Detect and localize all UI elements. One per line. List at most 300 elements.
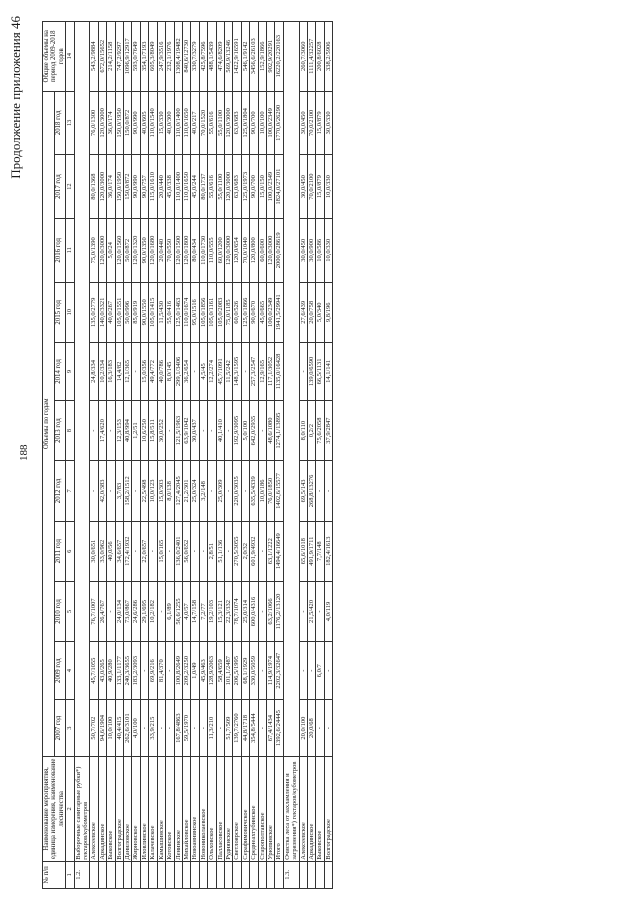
section-row	[283, 22, 299, 889]
volume-cell: 120,0/1800	[182, 218, 190, 282]
volume-cell: 110,0/1400	[174, 155, 182, 219]
volume-cell: 21,2/301	[182, 461, 190, 521]
volume-cell: 1308,4/19482	[174, 22, 182, 92]
volume-cell: 158,2/1512	[124, 461, 132, 521]
volume-cell: 3,7/83	[115, 461, 123, 521]
volume-cell: 10,2/334	[98, 342, 106, 400]
volume-cell: 120,0/1500	[174, 218, 182, 282]
column-index: 7	[66, 461, 74, 521]
total-cell: 2000,0/28619	[275, 218, 283, 282]
volume-cell: 840,6/12730	[182, 22, 190, 92]
forestry-name: Аркадинское	[308, 757, 316, 862]
volume-cell: 4,5/45	[199, 342, 207, 400]
volume-cell: 220,0/3035	[233, 461, 241, 521]
volume-cell: 24,6/286	[132, 581, 140, 641]
volume-cell: -	[166, 642, 174, 700]
volume-cell: 354,1/7193	[140, 22, 148, 92]
section-number: 1.2.	[74, 861, 90, 888]
column-index: 8	[66, 400, 74, 460]
volume-cell: 100,0/2349	[266, 282, 274, 342]
volume-cell: 90,0/1550	[140, 282, 148, 342]
volume-cell: 150,0/872	[124, 91, 132, 155]
volume-cell: -	[258, 400, 266, 460]
volume-cell: -	[166, 521, 174, 581]
volume-cell: 22,3/332	[224, 581, 232, 641]
forestry-name: Быковское	[316, 757, 324, 862]
volume-cell: 50,0/872	[124, 218, 132, 282]
volume-cell: 70,0/550	[166, 218, 174, 282]
volume-cell: 90,0/990	[132, 155, 140, 219]
volume-cell: 70,0/2100	[308, 91, 316, 155]
table-row	[324, 22, 332, 889]
volume-cell: 30,0/437	[191, 400, 199, 460]
row-number-cell	[241, 861, 249, 888]
volume-cell: 19,2/103	[208, 581, 216, 641]
volume-cell: 51,1/136	[216, 521, 224, 581]
total-cell: 16220,2/220163	[275, 22, 283, 92]
volume-cell: -	[258, 700, 266, 757]
volume-cell: -	[90, 400, 98, 460]
volume-cell: 30,0/651	[90, 521, 98, 581]
forestry-name: Алексеевское	[90, 757, 98, 862]
section-title: Очистка леса от захламления и загрязнения*) гектаров/кубометров	[283, 757, 299, 862]
volume-cell: -	[324, 642, 332, 700]
volume-cell: 474,6/8209	[216, 22, 224, 92]
volume-cell: 69,9/216	[149, 642, 157, 700]
volume-cell: 80,0/1368	[90, 155, 98, 219]
volume-cell: -	[140, 642, 148, 700]
volume-cell: 240,3/3655	[124, 642, 132, 700]
volume-cell: 232,1/1976	[166, 22, 174, 92]
table-row	[107, 22, 115, 889]
year-header: 2015 год	[54, 282, 66, 342]
volume-cell: 30,0/252	[157, 400, 165, 460]
row-number-cell	[191, 861, 199, 888]
volume-cell: -	[107, 581, 115, 641]
volume-cell: 76,0/1850	[266, 461, 274, 521]
volume-cell: 12,3/153	[115, 400, 123, 460]
volume-cell: 120,0/3000	[98, 218, 106, 282]
volume-cell: 15,0/879	[316, 91, 324, 155]
total-cell: 2202,3/32647	[275, 642, 283, 700]
volume-cell: 120,0/3000	[98, 91, 106, 155]
volume-cell: -	[241, 342, 249, 400]
volume-cell: 58,4/659	[216, 642, 224, 700]
volume-cell: 22,5/498	[140, 461, 148, 521]
column-index: 9	[66, 342, 74, 400]
header-row-1	[43, 22, 55, 889]
volume-cell: 81,4/370	[157, 642, 165, 700]
volume-cell: 6,1/89	[166, 581, 174, 641]
table-row	[199, 22, 207, 889]
volume-cell: 672,0/15652	[98, 22, 106, 92]
volume-cell: 15,0/150	[258, 155, 266, 219]
volume-cell: 40,0/217	[191, 91, 199, 155]
volume-cell: 70,0/1040	[241, 218, 249, 282]
volume-cell: 30,0/900	[308, 218, 316, 282]
volume-cell: 7,7/148	[316, 521, 324, 581]
volume-cell: 55,0/616	[208, 155, 216, 219]
forestry-name: Волгоградское	[324, 757, 332, 862]
volume-cell: 30,0/450	[299, 218, 307, 282]
table-row	[90, 22, 98, 889]
volume-cell: 40,9/280	[107, 642, 115, 700]
volume-cell: 747,2/9297	[115, 22, 123, 92]
forestry-name: Новониколаевское	[199, 757, 207, 862]
column-index: 14	[66, 22, 74, 92]
volume-cell: 11,5/430	[157, 282, 165, 342]
volume-cell: -	[166, 700, 174, 757]
table-body	[74, 22, 333, 889]
volume-cell: 5,0/100	[241, 400, 249, 460]
volume-cell: 75,6/2058	[316, 400, 324, 460]
volume-cell: 125,0/1463	[174, 282, 182, 342]
total-cell: 1494,4/16649	[275, 521, 283, 581]
table-row	[241, 22, 249, 889]
table-row	[124, 22, 132, 889]
table-row	[216, 22, 224, 889]
forestry-name: Ольховское	[208, 757, 216, 862]
volume-cell: 76,0/1300	[90, 91, 98, 155]
volume-cell: -	[149, 521, 157, 581]
volume-cell: 25,0/314	[241, 581, 249, 641]
row-number-cell	[224, 861, 232, 888]
volume-cell: 42,0/383	[98, 461, 106, 521]
volume-cell: 110,0/1730	[199, 218, 207, 282]
volume-cell: 569,9/13246	[224, 22, 232, 92]
volume-cell: 125,0/1973	[241, 155, 249, 219]
volume-cell: 110,0/1650	[182, 155, 190, 219]
volume-cell: 110,0/1674	[182, 282, 190, 342]
volume-cell: 95,0/1516	[191, 282, 199, 342]
volume-cell: 192,9/3095	[233, 400, 241, 460]
volume-cell: 120,0/3000	[266, 218, 274, 282]
volume-cell: 40,0/300	[166, 91, 174, 155]
volume-cell: 1,2/51	[132, 400, 140, 460]
volume-cell: 100,0/2349	[266, 155, 274, 219]
row-number-cell	[132, 861, 140, 888]
volume-cell: 56,0/652	[182, 521, 190, 581]
volume-cell: 10,0/186	[258, 461, 266, 521]
volume-cell: -	[191, 521, 199, 581]
volume-cell: -	[224, 461, 232, 521]
volume-cell: 546,1/9142	[241, 22, 249, 92]
volume-cell: 206,5/1995	[233, 642, 241, 700]
volume-cell: 75,0/1185	[224, 282, 232, 342]
col-no-header: № п/п	[43, 861, 66, 888]
volume-cell: 135,0/2779	[90, 282, 98, 342]
appendix-title: Продолжение приложения 46	[8, 16, 23, 179]
section-title: Выборочные санитарные рубки*) гектаров/кубометров	[74, 757, 90, 862]
row-number-cell	[140, 861, 148, 888]
volume-cell: 2,0/32	[241, 521, 249, 581]
volume-cell: 4,0/57	[182, 581, 190, 641]
year-header: 2016 год	[54, 218, 66, 282]
row-number-cell	[316, 861, 324, 888]
volume-cell: -	[258, 521, 266, 581]
volume-cell: 100,8/2649	[174, 642, 182, 700]
table-row	[115, 22, 123, 889]
volume-cell: 45,0/338	[166, 155, 174, 219]
volume-cell: 63,0/683	[233, 91, 241, 155]
volume-cell: 69,5/143	[299, 461, 307, 521]
volume-cell: -	[199, 521, 207, 581]
total-cell: 1402,6/15577	[275, 461, 283, 521]
volume-cell: 114,9/1974	[266, 642, 274, 700]
volume-cell: 25,0/309	[216, 461, 224, 521]
volume-cell: 214,2/1158	[107, 22, 115, 92]
section-row	[74, 22, 90, 889]
volume-cell: 60,0/1200	[216, 218, 224, 282]
row-number-cell	[107, 861, 115, 888]
volume-cell: 56,6/1255	[174, 581, 182, 641]
volume-cell: 14,4/82	[115, 342, 123, 400]
volume-cell: 260,7/3060	[299, 22, 307, 92]
year-header: 2007 год	[54, 700, 66, 757]
volume-cell: -	[241, 461, 249, 521]
volume-cell: 600,0/4316	[250, 581, 258, 641]
volume-cell: -	[157, 581, 165, 641]
row-number-cell	[324, 861, 332, 888]
volume-cell: 26,4/767	[98, 581, 106, 641]
column-index: 5	[66, 581, 74, 641]
volume-cell: -	[208, 400, 216, 460]
volume-cell: 4,0/100	[132, 700, 140, 757]
row-number-cell	[216, 861, 224, 888]
forestry-name: Котовское	[166, 757, 174, 862]
volume-cell: 51,7/509	[224, 700, 232, 757]
volume-cell: 7,2/77	[199, 581, 207, 641]
volume-cell: 593,0/7649	[132, 22, 140, 92]
volume-cell: 44,8/1718	[241, 700, 249, 757]
column-index: 2	[66, 757, 74, 862]
volume-cell: -	[107, 400, 115, 460]
volume-cell: 182,4/1613	[324, 521, 332, 581]
table-row	[258, 22, 266, 889]
table-row	[299, 22, 307, 889]
volume-cell: 63,9/1042	[182, 400, 190, 460]
volume-cell: 48,6/1080	[266, 400, 274, 460]
volume-cell: 63,0/683	[233, 155, 241, 219]
volume-cell: 70,0/2100	[308, 155, 316, 219]
forestry-name: Урюпинское	[266, 757, 274, 862]
total-cell: 1176,2/13120	[275, 581, 283, 641]
row-number-cell	[199, 861, 207, 888]
volume-cell: 45,9/463	[199, 642, 207, 700]
volume-cell: 20,0/100	[299, 700, 307, 757]
volume-cell: 6,0/7	[316, 642, 324, 700]
volume-cell: 59,5/1970	[182, 700, 190, 757]
volume-cell: 15,0/165	[157, 521, 165, 581]
volume-cell: 45,0/665	[258, 282, 266, 342]
total-cell: 1135,0/16428	[275, 342, 283, 400]
volume-cell: 635,5/4339	[250, 461, 258, 521]
volume-cell: 70,0/1520	[199, 91, 207, 155]
row-number-cell	[275, 861, 283, 888]
table-row	[250, 22, 258, 889]
volume-cell: 110,0/1540	[149, 91, 157, 155]
total-cell: 1941,5/29941	[275, 282, 283, 342]
volume-cell: 120,0/1320	[132, 218, 140, 282]
forestry-name: Быковское	[107, 757, 115, 862]
volume-cell: 90,0/670	[250, 282, 258, 342]
year-header: 2009 год	[54, 642, 66, 700]
year-header: 2012 год	[54, 461, 66, 521]
volume-cell: 45,0/244	[191, 155, 199, 219]
row-number-cell	[157, 861, 165, 888]
volume-cell: 15,0/356	[140, 342, 148, 400]
total-label: Итого	[275, 757, 283, 862]
volume-cell: 150,0/1950	[115, 155, 123, 219]
volume-cell: 209,2/3250	[182, 642, 190, 700]
volume-cell: 120,0/654	[233, 218, 241, 282]
volume-cell: 117,1/3052	[266, 342, 274, 400]
volume-cell: 488,1/5439	[208, 22, 216, 92]
row-number-cell	[308, 861, 316, 888]
forestry-name: Калачевское	[149, 757, 157, 862]
table-row	[224, 22, 232, 889]
forestry-name: Ленинское	[174, 757, 182, 862]
volume-cell: 150,0/1950	[115, 91, 123, 155]
volume-cell: 139,7/2760	[233, 700, 241, 757]
volume-cell: -	[299, 642, 307, 700]
volume-cell: -	[316, 581, 324, 641]
table-row	[149, 22, 157, 889]
volume-cell: 120,0/3000	[224, 218, 232, 282]
volume-cell: 425,8/7596	[199, 22, 207, 92]
volume-cell: 152,9/1866	[258, 22, 266, 92]
table-header	[43, 22, 75, 889]
volume-cell: 33,9/215	[149, 700, 157, 757]
volume-cell: -	[166, 400, 174, 460]
volume-cell: -	[132, 342, 140, 400]
total-cell: 1824,0/27101	[275, 155, 283, 219]
row-number-cell	[166, 861, 174, 888]
volume-cell: 78,7/1074	[233, 581, 241, 641]
volume-cell: 90,0/700	[250, 91, 258, 155]
row-number-cell	[233, 861, 241, 888]
column-index-row	[66, 22, 74, 889]
volume-cell: 90,0/700	[250, 155, 258, 219]
volume-cell: 8,0/110	[299, 400, 307, 460]
volume-cell: 120,0/3000	[98, 155, 106, 219]
years-group-header: Объемы по годам	[43, 91, 55, 757]
volume-cell: 8,0/138	[166, 461, 174, 521]
volume-cell: 55,0/616	[208, 91, 216, 155]
volume-cell: 34,6/657	[115, 521, 123, 581]
volume-cell: 125,0/1866	[241, 282, 249, 342]
volume-cell: 45,7/1091	[216, 342, 224, 400]
volume-cell: 76,7/1007	[90, 581, 98, 641]
volume-cell: 60,0/600	[258, 218, 266, 282]
table-row	[174, 22, 182, 889]
volume-cell: 11,5/242	[224, 342, 232, 400]
volume-cell: 105,0/1551	[115, 282, 123, 342]
volume-cell: -	[90, 461, 98, 521]
col-name-header: Наименование мероприятия, единица измерения, наименование лесничества	[43, 757, 66, 862]
volume-cell: 16,3/183	[107, 342, 115, 400]
volume-cell: 45,7/1055	[90, 642, 98, 700]
forestry-name: Палласовское	[216, 757, 224, 862]
volume-cell: 40,1/410	[216, 400, 224, 460]
volume-cell: 15,8/511	[149, 400, 157, 460]
volume-cell: 120,0/800	[250, 218, 258, 282]
volume-cell: 12,2/274	[208, 342, 216, 400]
volume-cell: 20,0/758	[308, 282, 316, 342]
volume-cell: 30,0/450	[299, 155, 307, 219]
volume-cell: 120,0/3000	[224, 91, 232, 155]
volume-cell: 10,0/330	[324, 218, 332, 282]
volume-cell: 50,0/996	[124, 282, 132, 342]
volume-cell: -	[258, 642, 266, 700]
table-row	[233, 22, 241, 889]
volume-cell: -	[324, 700, 332, 757]
volume-cell: 12,9/165	[258, 342, 266, 400]
volume-cell: 491,9/1711	[308, 521, 316, 581]
volume-cell: 8,0/145	[166, 342, 174, 400]
volume-cell: 3456,6/26103	[250, 22, 258, 92]
volume-cell: 22,0/657	[140, 521, 148, 581]
volume-cell: 60,0/526	[233, 282, 241, 342]
volume-cell: 605,3/8049	[149, 22, 157, 92]
forestry-name: Даниловское	[124, 757, 132, 862]
year-header: 2014 год	[54, 342, 66, 400]
volume-cell: 55,0/1100	[216, 155, 224, 219]
volume-cell: 330,7/3279	[191, 22, 199, 92]
volume-cell: 36,0/174	[107, 155, 115, 219]
volume-cell: 14,1/141	[324, 342, 332, 400]
volume-cell: 50,7/702	[90, 700, 98, 757]
volume-cell: 30,0/330	[324, 91, 332, 155]
volume-cell: 10,2/182	[149, 581, 157, 641]
volume-cell: -	[199, 700, 207, 757]
volume-cell: 43,0/265	[98, 642, 106, 700]
forestry-name: Руднянское	[224, 757, 232, 862]
table-row	[316, 22, 324, 889]
table-row	[132, 22, 140, 889]
volume-cell: -	[224, 521, 232, 581]
table-row	[98, 22, 106, 889]
volume-cell: 140,0/3321	[98, 282, 106, 342]
volume-cell: 25,0/324	[191, 461, 199, 521]
year-header: 2011 год	[54, 521, 66, 581]
forestry-name: Среднеахтубинское	[250, 757, 258, 862]
row-number-cell	[299, 861, 307, 888]
volume-cell: 80,0/1737	[199, 155, 207, 219]
volume-cell: 73,0/867	[124, 581, 132, 641]
volume-cell: 128,9/2063	[208, 642, 216, 700]
table-row	[157, 22, 165, 889]
column-index: 3	[66, 700, 74, 757]
volume-cell: 20,0/440	[157, 155, 165, 219]
column-index: 11	[66, 218, 74, 282]
volumes-table	[42, 21, 333, 889]
volume-cell: 127,4/2045	[174, 461, 182, 521]
column-index: 13	[66, 91, 74, 155]
volume-cell: 172,4/1932	[124, 521, 132, 581]
volume-cell: 90,0/1350	[140, 218, 148, 282]
volume-cell: 354,8/5444	[250, 700, 258, 757]
volume-cell: 66,5/1131	[316, 342, 324, 400]
volume-cell: 20,0/68	[308, 700, 316, 757]
forestry-name: Новоаннинское	[191, 757, 199, 862]
volume-cell: 121,5/1963	[174, 400, 182, 460]
volume-cell: 167,8/4863	[174, 700, 182, 757]
volume-cell: 105,0/1856	[199, 282, 207, 342]
volume-cell: 40,0/56	[107, 521, 115, 581]
volume-cell: 139,0/6590	[308, 342, 316, 400]
forestry-name: Михайловское	[182, 757, 190, 862]
